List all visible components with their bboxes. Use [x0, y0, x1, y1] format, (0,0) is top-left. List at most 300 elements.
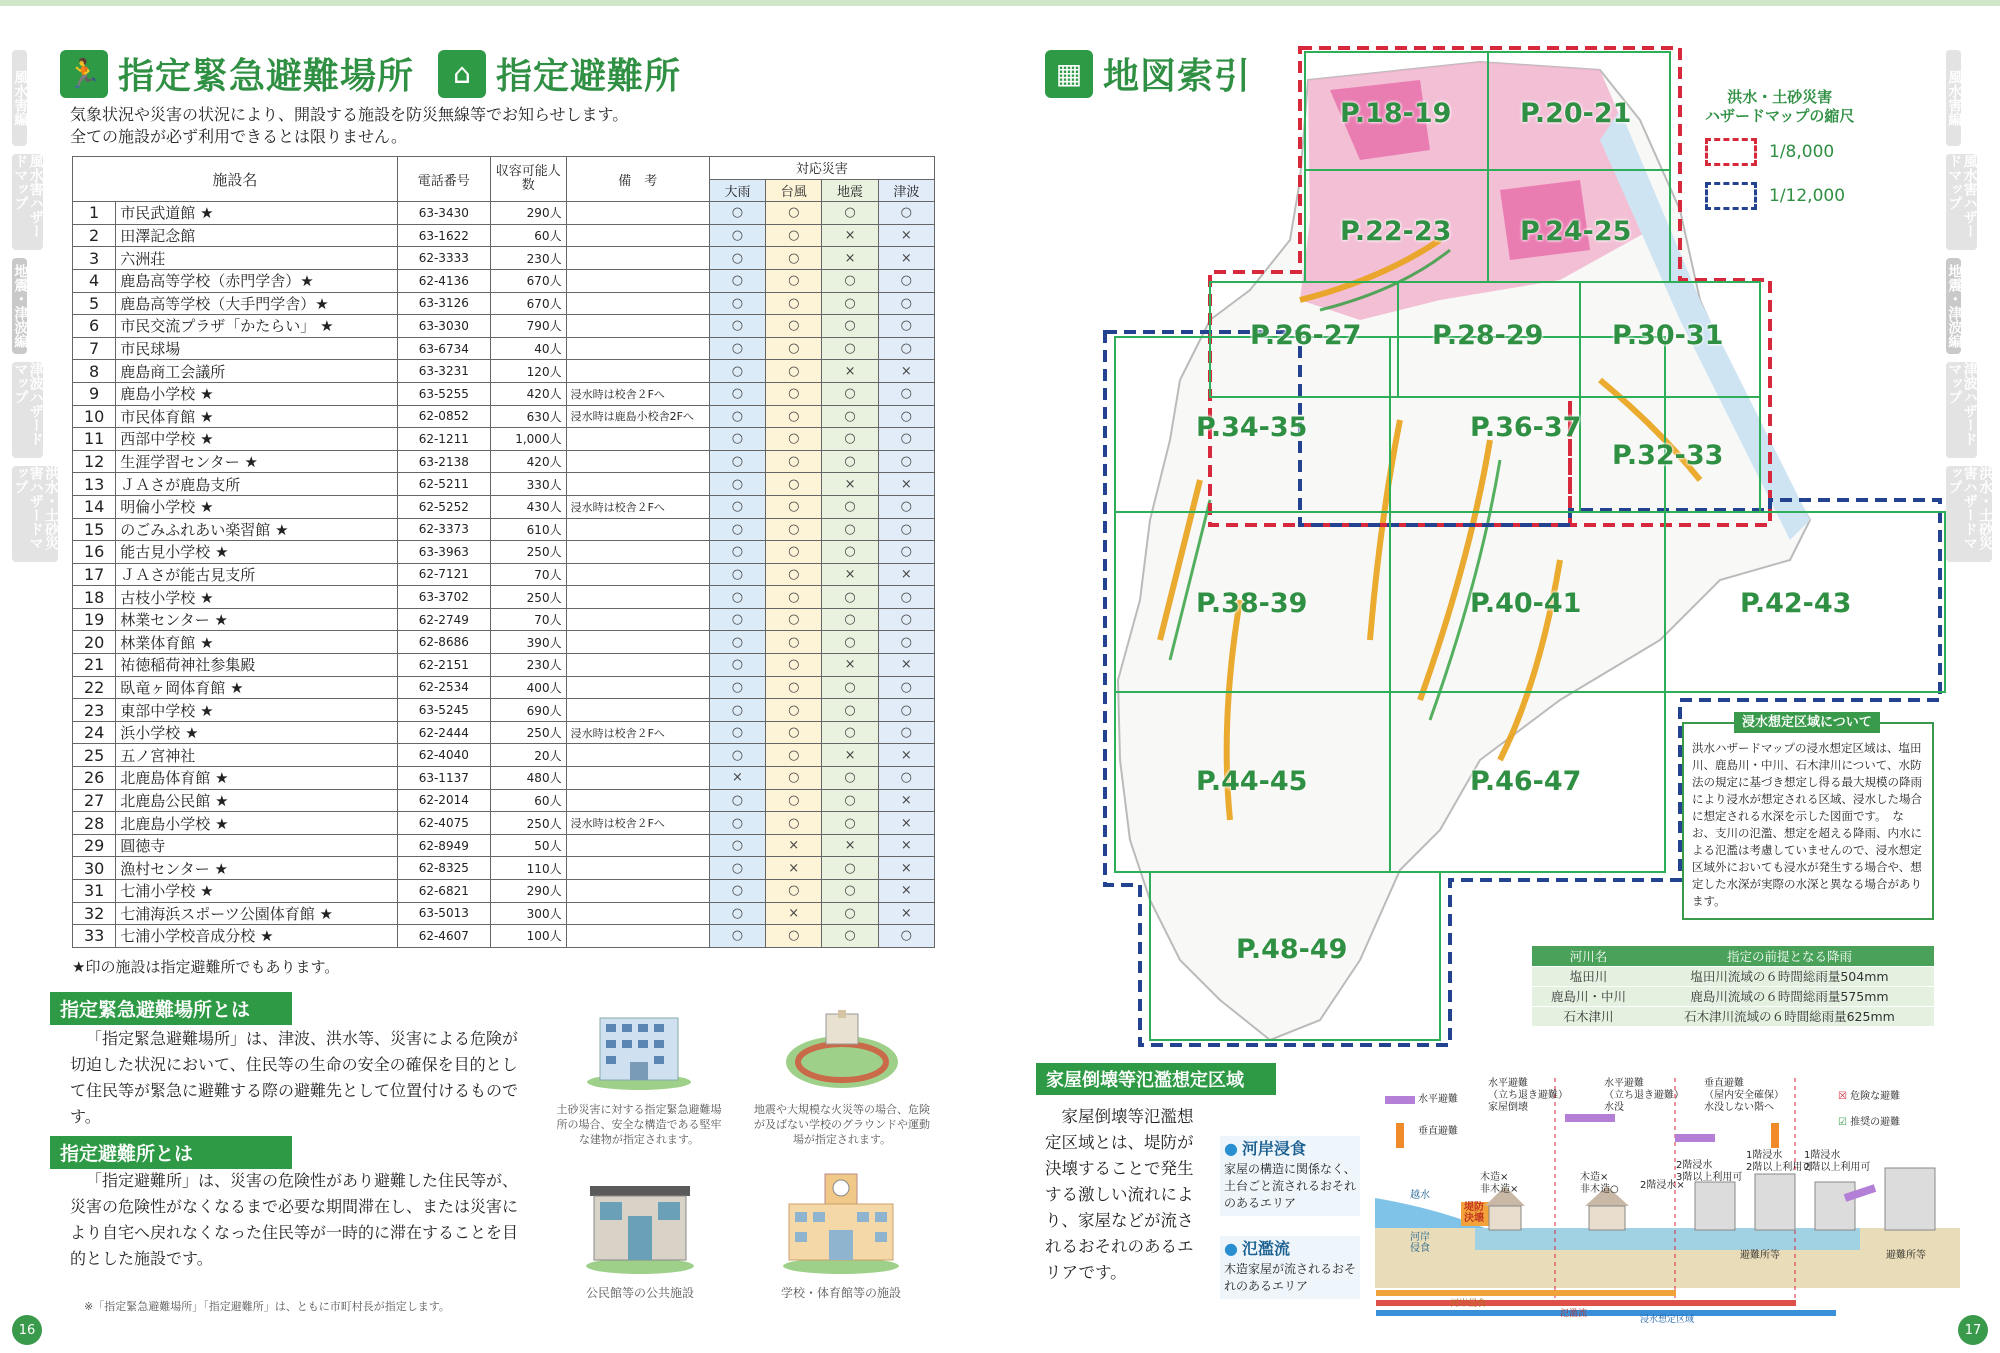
capacity: 70人	[490, 563, 566, 586]
disaster-mark: ○	[766, 721, 822, 744]
remark: 浸水時は鹿島小校舎2Fへ	[566, 405, 709, 428]
capacity: 610人	[490, 518, 566, 541]
phone-number: 63-1622	[397, 224, 490, 247]
row-number: 11	[73, 428, 116, 451]
map-label-p30-31[interactable]: P.30-31	[1612, 320, 1724, 351]
tab-fusuigai[interactable]: 風水害編	[1946, 50, 1961, 146]
illus-ground: 地震や大規模な火災等の場合、危険が及ばない学校のグラウンドや運動場が指定されます。	[752, 1010, 932, 1147]
disaster-mark: ○	[766, 880, 822, 903]
diag-levee: 堤防 決壊	[1464, 1202, 1484, 1224]
facility-name: 市民交流プラザ「かたらい」 ★	[116, 315, 397, 338]
disaster-mark: ○	[709, 789, 765, 812]
disaster-mark: ○	[766, 224, 822, 247]
col-remark: 備 考	[566, 157, 709, 202]
disaster-mark: ○	[709, 428, 765, 451]
diag-arrow-h: 水平避難	[1418, 1094, 1458, 1105]
section-text-collapse: 家屋倒壊等氾濫想定区域とは、堤防が決壊することで発生する激しい流れにより、家屋などが流されるおそれのあるエリアです。	[1045, 1107, 1194, 1282]
facility-name: 西部中学校 ★	[116, 428, 397, 451]
disaster-mark: ○	[822, 721, 878, 744]
disaster-mark: ×	[822, 360, 878, 383]
row-number: 4	[73, 269, 116, 292]
disaster-mark: ○	[709, 360, 765, 383]
disaster-mark: ○	[822, 518, 878, 541]
phone-number: 62-2014	[397, 789, 490, 812]
capacity: 40人	[490, 337, 566, 360]
facility-name: 浜小学校 ★	[116, 721, 397, 744]
capacity: 70人	[490, 608, 566, 631]
disaster-mark: ○	[709, 812, 765, 835]
disaster-mark: ○	[709, 450, 765, 473]
capacity: 690人	[490, 699, 566, 722]
disaster-mark: ×	[766, 902, 822, 925]
facility-name: 古枝小学校 ★	[116, 586, 397, 609]
disaster-mark: ○	[766, 631, 822, 654]
disaster-mark: ×	[878, 789, 934, 812]
diag-t4: 2階浸水 3階以上利用可	[1676, 1160, 1743, 1183]
disaster-mark: ○	[878, 202, 934, 225]
disaster-mark: ○	[766, 292, 822, 315]
disaster-mark: ×	[878, 473, 934, 496]
disaster-mark: ○	[766, 247, 822, 270]
shelter-house-icon: ⌂	[438, 50, 486, 98]
disaster-mark: ○	[878, 337, 934, 360]
row-number: 3	[73, 247, 116, 270]
disaster-mark: ×	[878, 902, 934, 925]
phone-number: 63-3430	[397, 202, 490, 225]
scale-legend	[1705, 88, 1854, 226]
col-heavy-rain: 大雨	[709, 179, 765, 202]
disaster-mark: ○	[822, 631, 878, 654]
facility-name: 市民武道館 ★	[116, 202, 397, 225]
diag-col1: 水平避難 （立ち退き避難） 家屋倒壊	[1488, 1078, 1568, 1113]
phone-number: 63-5255	[397, 382, 490, 405]
diag-t3: 2階浸水×	[1640, 1180, 1685, 1191]
capacity: 670人	[490, 292, 566, 315]
row-number: 28	[73, 812, 116, 835]
tab-jishin[interactable]: 地震・津波編	[1946, 258, 1961, 354]
disaster-mark: ○	[709, 541, 765, 564]
disaster-mark: ○	[878, 608, 934, 631]
map-label-p38-39[interactable]: P.38-39	[1196, 588, 1308, 619]
disaster-mark: ○	[766, 541, 822, 564]
capacity: 400人	[490, 676, 566, 699]
map-label-p46-47[interactable]: P.46-47	[1470, 766, 1582, 797]
band-erosion	[1376, 1290, 1676, 1296]
info-title: 浸水想定区域について	[1734, 712, 1880, 733]
phone-number: 62-1211	[397, 428, 490, 451]
diag-band3: 浸水想定区域	[1640, 1315, 1695, 1325]
facility-name: ＪＡさが能古見支所	[116, 563, 397, 586]
row-number: 7	[73, 337, 116, 360]
evac-arrows	[1385, 1100, 1875, 1198]
row-number: 14	[73, 495, 116, 518]
row-number: 33	[73, 925, 116, 948]
disaster-mark: ○	[766, 767, 822, 790]
capacity: 430人	[490, 495, 566, 518]
disaster-mark: ○	[709, 676, 765, 699]
col-tsunami: 津波	[878, 179, 934, 202]
phone-number: 63-5013	[397, 902, 490, 925]
capacity: 250人	[490, 586, 566, 609]
capacity: 230人	[490, 654, 566, 677]
phone-number: 62-4075	[397, 812, 490, 835]
disaster-mark: ○	[709, 224, 765, 247]
map-label-p42-43[interactable]: P.42-43	[1740, 588, 1852, 619]
diag-col2: 水平避難 （立ち退き避難） 水没	[1604, 1078, 1684, 1113]
red-dashed-swatch	[1705, 138, 1757, 166]
disaster-mark: ○	[709, 925, 765, 948]
map-label-p22-23[interactable]: P.22-23	[1340, 216, 1452, 247]
facility-name: 田澤記念館	[116, 224, 397, 247]
phone-number: 63-5245	[397, 699, 490, 722]
row-number: 5	[73, 292, 116, 315]
intro-text: 気象状況や災害の状況により、開設する施設を防災無線等でお知らせします。 全ての施設が必ず利用できるとは限りません。	[70, 105, 629, 146]
col-capacity: 収容可能人数	[490, 157, 566, 202]
facility-name: 市民球場	[116, 337, 397, 360]
disaster-mark: ○	[766, 315, 822, 338]
disaster-mark: ○	[822, 450, 878, 473]
row-number: 25	[73, 744, 116, 767]
facility-name: 能古見小学校 ★	[116, 541, 397, 564]
facility-name: 鹿島高等学校（赤門学舎）★	[116, 269, 397, 292]
facility-name: 六洲荘	[116, 247, 397, 270]
capacity: 330人	[490, 473, 566, 496]
disaster-mark: ○	[822, 699, 878, 722]
disaster-mark: ○	[822, 676, 878, 699]
disaster-mark: ○	[878, 518, 934, 541]
disaster-mark: ○	[766, 925, 822, 948]
section-title-shelter: 指定避難所とは	[50, 1136, 292, 1169]
diag-band2: 氾濫流	[1560, 1309, 1588, 1319]
capacity: 480人	[490, 767, 566, 790]
facility-name: 漁村センター ★	[116, 857, 397, 880]
tab-tsunami-map[interactable]: 津波ハザードマップ	[12, 362, 43, 458]
row-number: 30	[73, 857, 116, 880]
capacity: 630人	[490, 405, 566, 428]
legend-blue: 1/12,000	[1705, 182, 1854, 210]
disaster-mark: ×	[822, 563, 878, 586]
phone-number: 62-3373	[397, 518, 490, 541]
disaster-mark: ○	[766, 269, 822, 292]
remark: 浸水時は校舎２Fへ	[566, 495, 709, 518]
map-label-p36-37[interactable]: P.36-37	[1470, 412, 1582, 443]
facility-name: 東部中学校 ★	[116, 699, 397, 722]
disaster-mark: ○	[822, 382, 878, 405]
disaster-mark: ○	[766, 812, 822, 835]
capacity: 390人	[490, 631, 566, 654]
disaster-mark: ×	[878, 247, 934, 270]
diag-shelter1: 避難所等	[1740, 1250, 1780, 1261]
facility-name: ＪＡさが鹿島支所	[116, 473, 397, 496]
disaster-mark: ○	[709, 405, 765, 428]
page-number-left: 16	[12, 1315, 42, 1345]
row-number: 15	[73, 518, 116, 541]
disaster-mark: ○	[766, 360, 822, 383]
facility-name: 鹿島高等学校（大手門学舎）★	[116, 292, 397, 315]
capacity: 420人	[490, 450, 566, 473]
capacity: 120人	[490, 360, 566, 383]
capacity: 250人	[490, 541, 566, 564]
phone-number: 62-6821	[397, 880, 490, 903]
disaster-mark: ×	[878, 834, 934, 857]
disaster-mark: ○	[878, 292, 934, 315]
disaster-mark: ○	[709, 902, 765, 925]
facility-name: 五ノ宮神社	[116, 744, 397, 767]
phone-number: 62-8686	[397, 631, 490, 654]
diag-band1: 河岸侵食	[1450, 1299, 1487, 1309]
map-icon: ▦	[1045, 50, 1093, 98]
section-title-emergency: 指定緊急避難場所とは	[50, 992, 292, 1025]
phone-number: 63-3030	[397, 315, 490, 338]
running-person-icon: 🏃	[60, 50, 108, 98]
row-number: 6	[73, 315, 116, 338]
diag-t6: 1階浸水 2階以上利用可	[1804, 1150, 1871, 1173]
capacity: 790人	[490, 315, 566, 338]
disaster-mark: ○	[709, 654, 765, 677]
facility-name: のごみふれあい楽習館 ★	[116, 518, 397, 541]
row-number: 22	[73, 676, 116, 699]
diag-t1: 木造× 非木造×	[1480, 1172, 1519, 1195]
row-number: 29	[73, 834, 116, 857]
disaster-mark: ×	[878, 857, 934, 880]
rain-col-river: 河川名	[1532, 946, 1645, 966]
capacity: 250人	[490, 721, 566, 744]
disaster-mark: ×	[878, 224, 934, 247]
capacity: 300人	[490, 902, 566, 925]
tab-jishin[interactable]: 地震・津波編	[12, 258, 27, 354]
capacity: 110人	[490, 857, 566, 880]
map-label-p40-41[interactable]: P.40-41	[1470, 588, 1582, 619]
tab-fusuigai-map[interactable]: 風水害ハザードマップ	[12, 154, 43, 250]
capacity: 100人	[490, 925, 566, 948]
map-label-p24-25[interactable]: P.24-25	[1520, 216, 1632, 247]
phone-number: 63-1137	[397, 767, 490, 790]
disaster-mark: ○	[709, 857, 765, 880]
disaster-mark: ○	[878, 676, 934, 699]
disaster-mark: ○	[878, 315, 934, 338]
row-number: 32	[73, 902, 116, 925]
capacity: 290人	[490, 202, 566, 225]
phone-number: 62-0852	[397, 405, 490, 428]
phone-number: 62-5211	[397, 473, 490, 496]
rain-col-premise: 指定の前提となる降雨	[1645, 946, 1934, 966]
map-label-p44-45[interactable]: P.44-45	[1196, 766, 1308, 797]
phone-number: 63-3702	[397, 586, 490, 609]
disaster-mark: ○	[766, 563, 822, 586]
disaster-mark: ○	[766, 608, 822, 631]
disaster-mark: ○	[766, 473, 822, 496]
disaster-mark: ○	[709, 518, 765, 541]
disaster-mark: ×	[766, 834, 822, 857]
row-number: 27	[73, 789, 116, 812]
phone-number: 62-8325	[397, 857, 490, 880]
map-label-p34-35[interactable]: P.34-35	[1196, 412, 1308, 443]
capacity: 420人	[490, 382, 566, 405]
disaster-mark: ○	[709, 337, 765, 360]
map-label-p48-49[interactable]: P.48-49	[1236, 934, 1348, 965]
row-number: 20	[73, 631, 116, 654]
disaster-mark: ○	[766, 654, 822, 677]
facility-name: 七浦海浜スポーツ公園体育館 ★	[116, 902, 397, 925]
disaster-mark: ○	[878, 495, 934, 518]
row-number: 16	[73, 541, 116, 564]
row-number: 12	[73, 450, 116, 473]
phone-number: 62-4136	[397, 269, 490, 292]
section-title-collapse: 家屋倒壊等氾濫想定区域	[1036, 1063, 1276, 1095]
row-number: 2	[73, 224, 116, 247]
map-label-p26-27[interactable]: P.26-27	[1250, 320, 1362, 351]
row-number: 21	[73, 654, 116, 677]
row-number: 26	[73, 767, 116, 790]
tab-tsunami-map[interactable]: 津波ハザードマップ	[1946, 362, 1977, 458]
phone-number: 62-5252	[397, 495, 490, 518]
row-number: 18	[73, 586, 116, 609]
row-number: 13	[73, 473, 116, 496]
remark: 浸水時は校舎２Fへ	[566, 721, 709, 744]
disaster-mark: ○	[709, 563, 765, 586]
disaster-mark: ○	[766, 518, 822, 541]
diag-t2: 木造× 非木造○	[1580, 1172, 1619, 1195]
tab-flood-map[interactable]: 洪水・土砂災害ハザードマップ	[1946, 466, 1992, 562]
disaster-mark: ○	[822, 586, 878, 609]
disaster-mark: ×	[878, 563, 934, 586]
disaster-mark: ○	[766, 586, 822, 609]
disaster-mark: ○	[822, 789, 878, 812]
capacity: 60人	[490, 789, 566, 812]
page-number-right: 17	[1958, 1315, 1988, 1345]
disaster-mark: ○	[709, 202, 765, 225]
phone-number: 63-2138	[397, 450, 490, 473]
disaster-mark: ○	[878, 405, 934, 428]
capacity: 20人	[490, 744, 566, 767]
facility-name: 七浦小学校音成分校 ★	[116, 925, 397, 948]
disaster-mark: ○	[878, 586, 934, 609]
footnote: ※「指定緊急避難場所」「指定避難所」は、ともに市町村長が指定します。	[84, 1300, 450, 1313]
disaster-mark: ○	[766, 744, 822, 767]
header-map-text: 地図索引	[1103, 56, 1252, 97]
disaster-mark: ×	[878, 812, 934, 835]
facility-name: 祐徳稲荷神社参集殿	[116, 654, 397, 677]
phone-number: 62-4607	[397, 925, 490, 948]
disaster-mark: ○	[878, 428, 934, 451]
phone-number: 63-3963	[397, 541, 490, 564]
capacity: 230人	[490, 247, 566, 270]
col-tel: 電話番号	[397, 157, 490, 202]
disaster-mark: ×	[822, 473, 878, 496]
tab-flood-map[interactable]: 洪水・土砂災害ハザードマップ	[12, 466, 58, 562]
disaster-mark: ○	[822, 880, 878, 903]
phone-number: 62-4040	[397, 744, 490, 767]
tab-fusuigai[interactable]: 風水害編	[12, 50, 27, 146]
blue-dashed-swatch	[1705, 182, 1757, 210]
disaster-mark: ○	[878, 450, 934, 473]
legend-red: 1/8,000	[1705, 138, 1854, 166]
col-disaster: 対応災害	[709, 157, 934, 180]
capacity: 60人	[490, 224, 566, 247]
disaster-mark: ○	[766, 789, 822, 812]
disaster-mark: ○	[709, 586, 765, 609]
row-number: 10	[73, 405, 116, 428]
disaster-mark: ○	[709, 608, 765, 631]
row-number: 31	[73, 880, 116, 903]
legend-title: 洪水・土砂災害 ハザードマップの縮尺	[1705, 88, 1855, 125]
star-note: ★印の施設は指定避難所でもあります。	[72, 958, 340, 976]
phone-number: 63-3231	[397, 360, 490, 383]
disaster-mark: ○	[878, 631, 934, 654]
row-number: 17	[73, 563, 116, 586]
map-label-p32-33[interactable]: P.32-33	[1612, 440, 1724, 471]
disaster-mark: ○	[822, 812, 878, 835]
facility-name: 鹿島商工会議所	[116, 360, 397, 383]
phone-number: 62-2749	[397, 608, 490, 631]
disaster-mark: ○	[878, 541, 934, 564]
disaster-mark: ○	[709, 631, 765, 654]
col-name: 施設名	[73, 157, 398, 202]
disaster-mark: ○	[709, 269, 765, 292]
disaster-mark: ○	[766, 405, 822, 428]
facility-name: 北鹿島公民館 ★	[116, 789, 397, 812]
section-text-emergency: 「指定緊急避難場所」は、津波、洪水等、災害による危険が切迫した状況において、住民等の生命の安全の確保を目的として住民等が緊急に避難する際の避難先として位置付けるものです。	[70, 1029, 519, 1126]
disaster-mark: ○	[822, 857, 878, 880]
disaster-mark: ○	[878, 382, 934, 405]
disaster-mark: ○	[709, 292, 765, 315]
disaster-mark: ○	[878, 721, 934, 744]
diag-arrow-v: 垂直避難	[1418, 1126, 1458, 1137]
illus-school: 学校・体育館等の施設	[766, 1170, 916, 1301]
disaster-mark: ○	[766, 337, 822, 360]
facility-name: 林業センター ★	[116, 608, 397, 631]
row-number: 9	[73, 382, 116, 405]
row-number: 24	[73, 721, 116, 744]
diag-shelter2: 避難所等	[1886, 1250, 1926, 1261]
disaster-mark: ×	[822, 224, 878, 247]
header-b-text: 指定避難所	[496, 56, 682, 97]
tab-fusuigai-map[interactable]: 風水害ハザードマップ	[1946, 154, 1977, 250]
facility-name: 北鹿島小学校 ★	[116, 812, 397, 835]
disaster-mark: ×	[878, 360, 934, 383]
map-label-p28-29[interactable]: P.28-29	[1432, 320, 1544, 351]
section-text-shelter: 「指定避難所」は、災害の危険性があり避難した住民等が、災害の危険性がなくなるまで必要な期間滞在し、または災害により自宅へ戻れなくなった住民等が一時的に滞在することを目的とした施設です。	[70, 1171, 519, 1268]
disaster-mark: ○	[766, 382, 822, 405]
disaster-mark: ○	[766, 450, 822, 473]
map-label-p18-19[interactable]: P.18-19	[1340, 98, 1452, 129]
phone-number: 62-8949	[397, 834, 490, 857]
rain-table: 河川名 指定の前提となる降雨 塩田川 塩田川流域の６時間総雨量504mm 鹿島川・中川 鹿島川流域の６時間総雨量575mm 石木津川 石木津川流域の６時間総雨量625mm	[1532, 946, 1934, 1026]
col-typhoon: 台風	[766, 179, 822, 202]
disaster-mark: ×	[822, 247, 878, 270]
disaster-mark: ○	[822, 608, 878, 631]
disaster-mark: ○	[822, 902, 878, 925]
disaster-mark: ×	[878, 654, 934, 677]
disaster-mark: ○	[822, 405, 878, 428]
row-number: 8	[73, 360, 116, 383]
disaster-mark: ×	[766, 857, 822, 880]
phone-number: 62-2534	[397, 676, 490, 699]
phone-number: 62-2151	[397, 654, 490, 677]
erosion-box: ● 河岸浸食 家屋の構造に関係なく、土台ごと流されるおそれのあるエリア	[1220, 1136, 1360, 1216]
map-label-p20-21[interactable]: P.20-21	[1520, 98, 1632, 129]
facility-name: 市民体育館 ★	[116, 405, 397, 428]
phone-number: 62-3333	[397, 247, 490, 270]
disaster-mark: ○	[766, 699, 822, 722]
safe-icon: ☑	[1838, 1117, 1847, 1128]
illus-building: 土砂災害に対する指定緊急避難場所の場合、安全な構造である堅牢な建物が指定されます。	[556, 1010, 722, 1147]
facility-name: 七浦小学校 ★	[116, 880, 397, 903]
facility-name: 生涯学習センター ★	[116, 450, 397, 473]
disaster-mark: ○	[878, 269, 934, 292]
disaster-mark: ○	[709, 495, 765, 518]
disaster-mark: ○	[709, 721, 765, 744]
